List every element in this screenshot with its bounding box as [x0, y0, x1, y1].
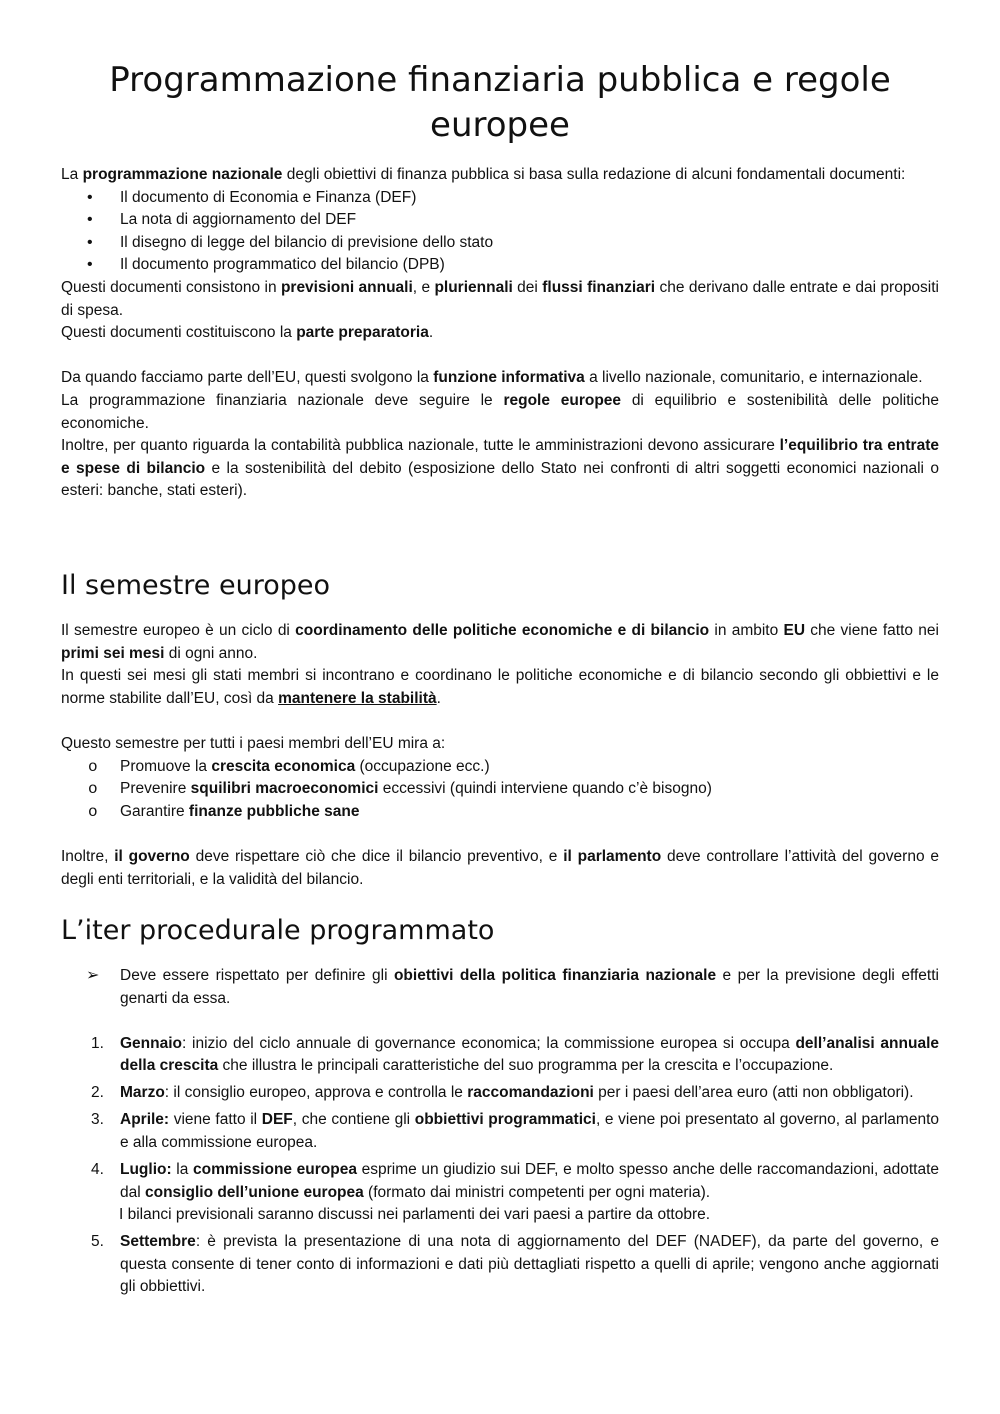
list-item: o Prevenire squilibri macroeconomici eccessivi (quindi interviene quando c’è bisogno): [61, 778, 939, 801]
intro-paragraph-6: Inoltre, per quanto riguarda la contabilità pubblica nazionale, tutte le amministrazioni devono assicurare l’equilibrio tra entrate e spese di bilancio e la sostenibilità del debito (esposizione dello Stato nei confronti di altri soggetti economici nazionali o esteri: banche, stati esteri).: [61, 437, 939, 500]
list-item: • Il documento programmatico del bilancio (DPB): [61, 254, 939, 277]
intro-section: [61, 164, 939, 503]
list-item: • Il documento di Economia e Finanza (DEF): [61, 187, 939, 210]
list-item: 4. Luglio: la commissione europea esprime un giudizio sui DEF, e molto spesso anche delle raccomandazioni, adottate dal consiglio dell’unione europea (formato dai ministri competenti per ogni materia). I bilanci previsionali saranno discussi nei parlamenti dei vari paesi a partire da ottobre.: [91, 1160, 939, 1224]
iter-arrow-list: [61, 965, 939, 1010]
list-item: o Promuove la crescita economica (occupazione ecc.): [61, 756, 939, 779]
arrow-bullet-icon: ➢: [86, 967, 100, 984]
circle-bullet-icon: o: [88, 780, 98, 799]
circle-bullet-icon: o: [88, 757, 98, 776]
intro-paragraph-2: Questi documenti consistono in previsioni annuali, e pluriennali dei flussi finanziari che derivano dalle entrate e dai propositi di spesa.: [61, 278, 939, 319]
intro-paragraph-3: Questi documenti costituiscono la parte preparatoria.: [61, 324, 434, 342]
section-heading-iter: L’iter procedurale programmato: [61, 915, 495, 946]
semestre-section: [61, 620, 939, 891]
aims-list: [61, 756, 939, 824]
semestre-paragraph-2: In questi sei mesi gli stati membri si incontrano e coordinano le politiche economiche e di bilancio secondo gli obbiettivi e le norme stabilite dall’EU, così da mantenere la stabilità.: [61, 667, 939, 707]
iter-section: [61, 965, 939, 1303]
circle-bullet-icon: o: [88, 802, 98, 821]
list-item: 5. Settembre: è prevista la presentazione di una nota di aggiornamento del DEF (NADEF), da parte del governo, e questa consente di tener conto di informazioni e dati più dettagliati rispetto a quelli di aprile; vengono anche aggiornati gli obbiettivi.: [91, 1233, 939, 1296]
intro-paragraph-4: Da quando facciamo parte dell’EU, questi svolgono la funzione informativa a livello nazionale, comunitario, e internazionale.: [61, 369, 923, 387]
bullet-icon: [87, 254, 93, 277]
list-item: ➢ Deve essere rispettato per definire gli obiettivi della politica finanziaria nazionale e per la previsione degli effetti genarti da essa.: [86, 967, 939, 1007]
list-item: • La nota di aggiornamento del DEF: [61, 209, 939, 232]
section-heading-semestre: Il semestre europeo: [61, 570, 331, 601]
semestre-paragraph-1: Il semestre europeo è un ciclo di coordinamento delle politiche economiche e di bilancio in ambito EU che viene fatto nei primi sei mesi di ogni anno.: [61, 622, 939, 662]
list-item: o Garantire finanze pubbliche sane: [61, 801, 939, 824]
list-item: 2. Marzo: il consiglio europeo, approva e controlla le raccomandazioni per i paesi dell’area euro (atti non obbligatori).: [91, 1084, 914, 1102]
list-item: 1. Gennaio: inizio del ciclo annuale di governance economica; la commissione europea si occupa dell’analisi annuale della crescita che illustra le principali caratteristiche del suo programma per la crescita e l’occupazione.: [91, 1034, 939, 1075]
bullet-icon: [87, 187, 93, 210]
documents-list: [61, 187, 939, 277]
semestre-paragraph-4: Inoltre, il governo deve rispettare ciò che dice il bilancio preventivo, e il parlamento deve controllare l’attività del governo e degli enti territoriali, e la validità del bilancio.: [61, 847, 939, 888]
page-title: Programmazione finanziaria pubblica e regole europee: [109, 60, 891, 145]
bullet-icon: [87, 232, 93, 255]
intro-paragraph-1: La programmazione nazionale degli obiettivi di finanza pubblica si basa sulla redazione di alcuni fondamentali documenti:: [61, 166, 906, 183]
iter-steps-list: [61, 1033, 939, 1299]
intro-paragraph-5: La programmazione finanziaria nazionale deve seguire le regole europee di equilibrio e sostenibilità delle politiche economiche.: [61, 391, 939, 432]
list-item: 3. Aprile: viene fatto il DEF, che contiene gli obbiettivi programmatici, e viene poi presentato al governo, al parlamento e alla commissione europea.: [91, 1111, 939, 1151]
bullet-icon: [87, 209, 93, 232]
semestre-paragraph-3: Questo semestre per tutti i paesi membri dell’EU mira a:: [61, 734, 446, 752]
list-item: • Il disegno di legge del bilancio di previsione dello stato: [61, 232, 939, 255]
